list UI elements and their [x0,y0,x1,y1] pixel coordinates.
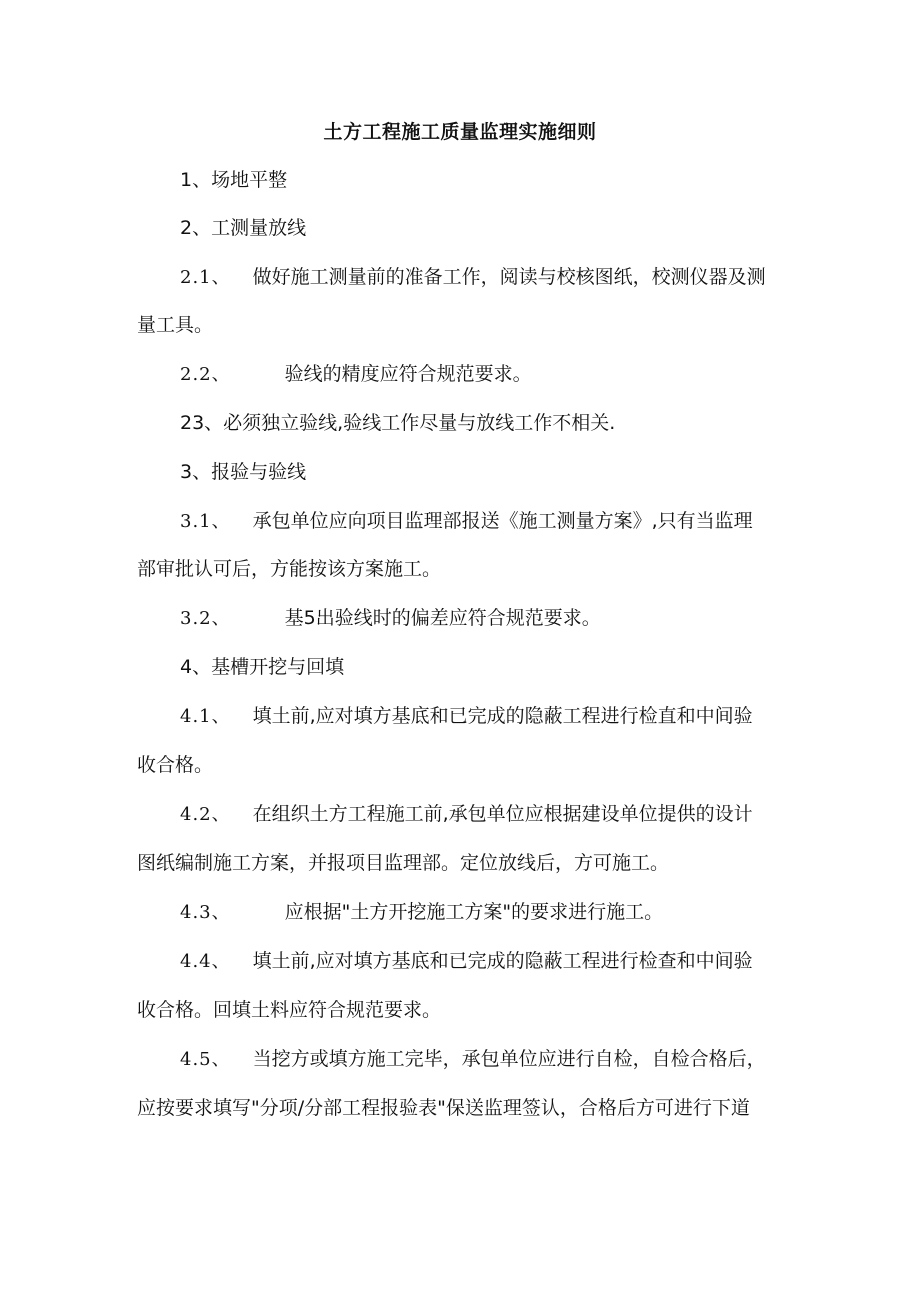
clause-3-2-number: 3.2、 [180,608,231,629]
clause-4-1-continued: 收合格。 [137,754,214,776]
clause-3-2-text: 基5出验线时的偏差应符合规范要求。 [284,607,601,629]
section-4-heading: 4、基槽开挖与回填 [180,656,345,678]
clause-4-2 [180,800,753,829]
clause-4-4 [180,947,753,976]
clause-4-1-number: 4.1、 [180,706,231,727]
document-title: 土方工程施工质量监理实施细则 [323,121,597,143]
clause-4-4-continued: 收合格。回填土料应符合规范要求。 [137,999,442,1021]
clause-4-4-number: 4.4、 [180,951,231,972]
clause-3-1-text: 承包单位应向项目监理部报送《施工测量方案》,只有当监理 [252,510,753,532]
clause-4-1 [180,702,753,731]
clause-2-1-text: 做好施工测量前的准备工作，阅读与校核图纸，校测仪器及测 [252,266,766,288]
section-3-heading: 3、报验与验线 [180,461,307,483]
clause-3-1 [180,507,753,536]
clause-4-5-text: 当挖方或填方施工完毕，承包单位应进行自检，自检合格后， [252,1048,766,1070]
clause-2-1-continued: 量工具。 [137,314,214,336]
clause-2-1-number: 2.1、 [180,267,231,288]
clause-4-2-continued: 图纸编制施工方案，并报项目监理部。定位放线后，方可施工。 [137,852,670,874]
clause-2-3: 23、必须独立验线,验线工作尽量与放线工作不相关. [180,412,616,434]
clause-4-1-text: 填土前,应对填方基底和已完成的隐蔽工程进行检直和中间验 [252,705,753,727]
section-1-heading: 1、场地平整 [180,169,288,191]
clause-4-5-number: 4.5、 [180,1049,231,1070]
clause-4-2-text: 在组织土方工程施工前,承包单位应根据建设单位提供的设计 [252,803,753,825]
clause-4-4-text: 填土前,应对填方基底和已完成的隐蔽工程进行检查和中间验 [252,950,753,972]
clause-3-1-continued: 部审批认可后，方能按该方案施工。 [137,558,442,580]
clause-4-2-number: 4.2、 [180,804,231,825]
clause-2-2-text: 验线的精度应符合规范要求。 [284,363,532,385]
clause-2-2 [180,360,532,389]
clause-3-2 [180,604,601,633]
clause-4-3-number: 4.3、 [180,902,231,923]
clause-3-1-number: 3.1、 [180,511,231,532]
clause-4-5 [180,1045,766,1074]
clause-2-1 [180,263,766,292]
clause-4-3 [180,898,663,927]
section-2-heading: 2、工测量放线 [180,217,307,239]
clause-4-5-continued: 应按要求填写"分项/分部工程报验表"保送监理签认，合格后方可进行下道 [137,1097,750,1119]
clause-2-2-number: 2.2、 [180,364,231,385]
clause-4-3-text: 应根据"土方开挖施工方案"的要求进行施工。 [284,901,664,923]
